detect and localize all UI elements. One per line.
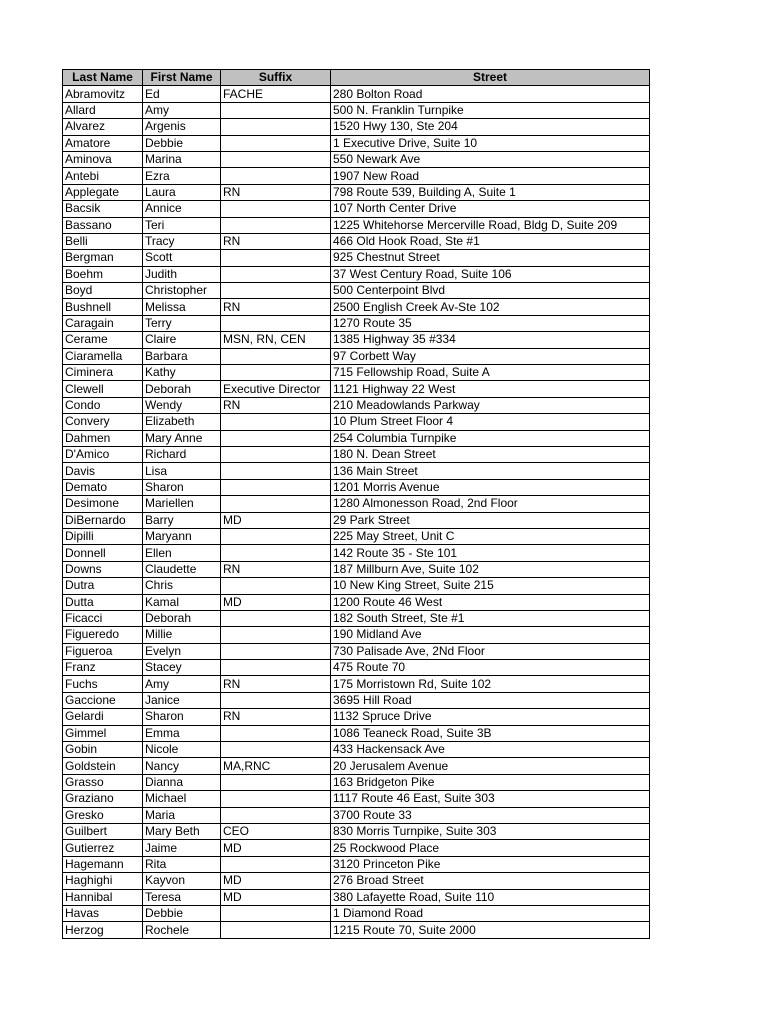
last-name-cell: Hagemann (63, 856, 143, 872)
table-row (63, 725, 650, 741)
street-cell: 715 Fellowship Road, Suite A (331, 365, 650, 381)
first-name-cell: Mary Anne (143, 430, 221, 446)
table-row (63, 676, 650, 692)
last-name-cell: Gutierrez (63, 840, 143, 856)
last-name-cell: Bushnell (63, 299, 143, 315)
table-row (63, 332, 650, 348)
suffix-cell (221, 791, 331, 807)
table-row (63, 463, 650, 479)
street-cell: 1 Diamond Road (331, 905, 650, 921)
suffix-cell: MSN, RN, CEN (221, 332, 331, 348)
first-name-cell: Millie (143, 627, 221, 643)
first-name-cell: Chris (143, 578, 221, 594)
suffix-cell (221, 119, 331, 135)
table-row (63, 151, 650, 167)
street-cell: 190 Midland Ave (331, 627, 650, 643)
first-name-cell: Laura (143, 184, 221, 200)
first-name-cell: Kathy (143, 365, 221, 381)
table-row (63, 299, 650, 315)
first-name-cell: Janice (143, 692, 221, 708)
last-name-cell: Figueroa (63, 643, 143, 659)
first-name-cell: Tracy (143, 233, 221, 249)
last-name-cell: Amatore (63, 135, 143, 151)
table-row (63, 348, 650, 364)
suffix-cell (221, 201, 331, 217)
last-name-cell: Ciaramella (63, 348, 143, 364)
first-name-cell: Ed (143, 86, 221, 102)
last-name-cell: Grasso (63, 774, 143, 790)
last-name-cell: Applegate (63, 184, 143, 200)
suffix-cell (221, 725, 331, 741)
first-name-cell: Christopher (143, 283, 221, 299)
header-row (63, 70, 650, 86)
street-cell: 187 Millburn Ave, Suite 102 (331, 561, 650, 577)
last-name-cell: Davis (63, 463, 143, 479)
street-cell: 1520 Hwy 130, Ste 204 (331, 119, 650, 135)
suffix-cell (221, 807, 331, 823)
suffix-cell (221, 905, 331, 921)
street-cell: 1280 Almonesson Road, 2nd Floor (331, 496, 650, 512)
suffix-cell (221, 414, 331, 430)
street-cell: 182 South Street, Ste #1 (331, 610, 650, 626)
street-cell: 1117 Route 46 East, Suite 303 (331, 791, 650, 807)
table-row (63, 823, 650, 839)
table-row (63, 594, 650, 610)
first-name-cell: Rita (143, 856, 221, 872)
suffix-cell (221, 545, 331, 561)
table-row (63, 660, 650, 676)
first-name-cell: Ellen (143, 545, 221, 561)
street-cell: 433 Hackensack Ave (331, 742, 650, 758)
last-name-cell: Caragain (63, 315, 143, 331)
first-name-cell: Nicole (143, 742, 221, 758)
street-cell: 500 Centerpoint Blvd (331, 283, 650, 299)
first-name-cell: Argenis (143, 119, 221, 135)
street-cell: 20 Jerusalem Avenue (331, 758, 650, 774)
suffix-cell (221, 742, 331, 758)
street-cell: 925 Chestnut Street (331, 250, 650, 266)
street-cell: 1200 Route 46 West (331, 594, 650, 610)
suffix-cell: RN (221, 184, 331, 200)
suffix-cell: RN (221, 233, 331, 249)
last-name-cell: Belli (63, 233, 143, 249)
last-name-cell: Bassano (63, 217, 143, 233)
last-name-cell: Boehm (63, 266, 143, 282)
table-row (63, 610, 650, 626)
last-name-cell: Dutta (63, 594, 143, 610)
first-name-cell: Kayvon (143, 873, 221, 889)
suffix-cell (221, 856, 331, 872)
suffix-cell: RN (221, 299, 331, 315)
first-name-cell: Maryann (143, 528, 221, 544)
first-name-cell: Stacey (143, 660, 221, 676)
table-row (63, 742, 650, 758)
street-cell: 2500 English Creek Av-Ste 102 (331, 299, 650, 315)
last-name-cell: Bacsik (63, 201, 143, 217)
first-name-cell: Rochele (143, 922, 221, 938)
street-cell: 280 Bolton Road (331, 86, 650, 102)
suffix-cell: MD (221, 873, 331, 889)
header-street: Street (331, 70, 650, 86)
last-name-cell: Ciminera (63, 365, 143, 381)
last-name-cell: Allard (63, 102, 143, 118)
table-row (63, 414, 650, 430)
last-name-cell: Alvarez (63, 119, 143, 135)
street-cell: 25 Rockwood Place (331, 840, 650, 856)
last-name-cell: Graziano (63, 791, 143, 807)
first-name-cell: Kamal (143, 594, 221, 610)
last-name-cell: Figueredo (63, 627, 143, 643)
table-row (63, 430, 650, 446)
table-row (63, 758, 650, 774)
first-name-cell: Ezra (143, 168, 221, 184)
table-row (63, 184, 650, 200)
table-row (63, 922, 650, 938)
table-row (63, 233, 650, 249)
first-name-cell: Michael (143, 791, 221, 807)
suffix-cell: Executive Director (221, 381, 331, 397)
table-row (63, 135, 650, 151)
table-row (63, 561, 650, 577)
first-name-cell: Richard (143, 446, 221, 462)
suffix-cell (221, 266, 331, 282)
contact-table (62, 69, 650, 939)
table-row (63, 512, 650, 528)
first-name-cell: Evelyn (143, 643, 221, 659)
first-name-cell: Amy (143, 676, 221, 692)
street-cell: 1270 Route 35 (331, 315, 650, 331)
last-name-cell: Gresko (63, 807, 143, 823)
table-row (63, 315, 650, 331)
last-name-cell: Guilbert (63, 823, 143, 839)
suffix-cell (221, 463, 331, 479)
suffix-cell (221, 430, 331, 446)
street-cell: 97 Corbett Way (331, 348, 650, 364)
street-cell: 180 N. Dean Street (331, 446, 650, 462)
suffix-cell (221, 660, 331, 676)
suffix-cell: MD (221, 840, 331, 856)
table-row (63, 856, 650, 872)
suffix-cell: RN (221, 709, 331, 725)
first-name-cell: Deborah (143, 610, 221, 626)
last-name-cell: Convery (63, 414, 143, 430)
suffix-cell (221, 135, 331, 151)
suffix-cell (221, 446, 331, 462)
street-cell: 37 West Century Road, Suite 106 (331, 266, 650, 282)
suffix-cell (221, 315, 331, 331)
last-name-cell: Demato (63, 479, 143, 495)
suffix-cell: RN (221, 561, 331, 577)
street-cell: 210 Meadowlands Parkway (331, 397, 650, 413)
last-name-cell: Dutra (63, 578, 143, 594)
table-row (63, 774, 650, 790)
first-name-cell: Mary Beth (143, 823, 221, 839)
street-cell: 475 Route 70 (331, 660, 650, 676)
table-row (63, 217, 650, 233)
suffix-cell (221, 151, 331, 167)
street-cell: 550 Newark Ave (331, 151, 650, 167)
street-cell: 1201 Morris Avenue (331, 479, 650, 495)
suffix-cell (221, 692, 331, 708)
table-row (63, 791, 650, 807)
street-cell: 1121 Highway 22 West (331, 381, 650, 397)
last-name-cell: DiBernardo (63, 512, 143, 528)
header-last-name: Last Name (63, 70, 143, 86)
last-name-cell: Cerame (63, 332, 143, 348)
street-cell: 1385 Highway 35 #334 (331, 332, 650, 348)
suffix-cell: MD (221, 512, 331, 528)
suffix-cell: FACHE (221, 86, 331, 102)
first-name-cell: Elizabeth (143, 414, 221, 430)
suffix-cell (221, 479, 331, 495)
header-suffix: Suffix (221, 70, 331, 86)
first-name-cell: Teresa (143, 889, 221, 905)
street-cell: 1 Executive Drive, Suite 10 (331, 135, 650, 151)
first-name-cell: Barbara (143, 348, 221, 364)
street-cell: 225 May Street, Unit C (331, 528, 650, 544)
last-name-cell: Fuchs (63, 676, 143, 692)
street-cell: 798 Route 539, Building A, Suite 1 (331, 184, 650, 200)
table-row (63, 86, 650, 102)
first-name-cell: Claudette (143, 561, 221, 577)
first-name-cell: Marina (143, 151, 221, 167)
suffix-cell (221, 283, 331, 299)
table-row (63, 102, 650, 118)
suffix-cell (221, 610, 331, 626)
first-name-cell: Debbie (143, 905, 221, 921)
table-row (63, 479, 650, 495)
table-row (63, 578, 650, 594)
table-row (63, 528, 650, 544)
last-name-cell: Aminova (63, 151, 143, 167)
table-row (63, 381, 650, 397)
street-cell: 175 Morristown Rd, Suite 102 (331, 676, 650, 692)
table-row (63, 545, 650, 561)
street-cell: 254 Columbia Turnpike (331, 430, 650, 446)
suffix-cell: MA,RNC (221, 758, 331, 774)
table-row (63, 873, 650, 889)
last-name-cell: Hannibal (63, 889, 143, 905)
last-name-cell: Boyd (63, 283, 143, 299)
suffix-cell: MD (221, 594, 331, 610)
first-name-cell: Terry (143, 315, 221, 331)
street-cell: 107 North Center Drive (331, 201, 650, 217)
street-cell: 29 Park Street (331, 512, 650, 528)
street-cell: 466 Old Hook Road, Ste #1 (331, 233, 650, 249)
street-cell: 1907 New Road (331, 168, 650, 184)
table-row (63, 709, 650, 725)
table-row (63, 365, 650, 381)
first-name-cell: Debbie (143, 135, 221, 151)
table-row (63, 905, 650, 921)
first-name-cell: Scott (143, 250, 221, 266)
first-name-cell: Jaime (143, 840, 221, 856)
last-name-cell: Ficacci (63, 610, 143, 626)
last-name-cell: Herzog (63, 922, 143, 938)
street-cell: 1225 Whitehorse Mercerville Road, Bldg D, Suite 209 (331, 217, 650, 233)
last-name-cell: Gelardi (63, 709, 143, 725)
suffix-cell: CEO (221, 823, 331, 839)
last-name-cell: Condo (63, 397, 143, 413)
suffix-cell (221, 643, 331, 659)
last-name-cell: Dipilli (63, 528, 143, 544)
last-name-cell: Desimone (63, 496, 143, 512)
suffix-cell (221, 496, 331, 512)
last-name-cell: Havas (63, 905, 143, 921)
street-cell: 142 Route 35 - Ste 101 (331, 545, 650, 561)
table-row (63, 807, 650, 823)
suffix-cell (221, 102, 331, 118)
suffix-cell (221, 250, 331, 266)
first-name-cell: Barry (143, 512, 221, 528)
street-cell: 3695 Hill Road (331, 692, 650, 708)
first-name-cell: Annice (143, 201, 221, 217)
table-row (63, 168, 650, 184)
suffix-cell (221, 348, 331, 364)
last-name-cell: Clewell (63, 381, 143, 397)
street-cell: 1215 Route 70, Suite 2000 (331, 922, 650, 938)
last-name-cell: D'Amico (63, 446, 143, 462)
suffix-cell (221, 528, 331, 544)
table-row (63, 201, 650, 217)
street-cell: 3120 Princeton Pike (331, 856, 650, 872)
first-name-cell: Mariellen (143, 496, 221, 512)
first-name-cell: Amy (143, 102, 221, 118)
suffix-cell: RN (221, 676, 331, 692)
last-name-cell: Downs (63, 561, 143, 577)
header-first-name: First Name (143, 70, 221, 86)
last-name-cell: Abramovitz (63, 86, 143, 102)
last-name-cell: Bergman (63, 250, 143, 266)
suffix-cell (221, 578, 331, 594)
suffix-cell: RN (221, 397, 331, 413)
suffix-cell (221, 922, 331, 938)
table-row (63, 889, 650, 905)
first-name-cell: Nancy (143, 758, 221, 774)
last-name-cell: Haghighi (63, 873, 143, 889)
last-name-cell: Gaccione (63, 692, 143, 708)
street-cell: 500 N. Franklin Turnpike (331, 102, 650, 118)
street-cell: 1086 Teaneck Road, Suite 3B (331, 725, 650, 741)
first-name-cell: Deborah (143, 381, 221, 397)
table-row (63, 692, 650, 708)
first-name-cell: Dianna (143, 774, 221, 790)
street-cell: 136 Main Street (331, 463, 650, 479)
last-name-cell: Antebi (63, 168, 143, 184)
first-name-cell: Emma (143, 725, 221, 741)
first-name-cell: Maria (143, 807, 221, 823)
suffix-cell: MD (221, 889, 331, 905)
suffix-cell (221, 774, 331, 790)
last-name-cell: Goldstein (63, 758, 143, 774)
last-name-cell: Gimmel (63, 725, 143, 741)
street-cell: 1132 Spruce Drive (331, 709, 650, 725)
suffix-cell (221, 168, 331, 184)
table-body (63, 86, 650, 938)
street-cell: 380 Lafayette Road, Suite 110 (331, 889, 650, 905)
suffix-cell (221, 627, 331, 643)
first-name-cell: Sharon (143, 709, 221, 725)
street-cell: 730 Palisade Ave, 2Nd Floor (331, 643, 650, 659)
last-name-cell: Dahmen (63, 430, 143, 446)
first-name-cell: Teri (143, 217, 221, 233)
table-row (63, 496, 650, 512)
first-name-cell: Melissa (143, 299, 221, 315)
table-row (63, 283, 650, 299)
first-name-cell: Judith (143, 266, 221, 282)
suffix-cell (221, 365, 331, 381)
street-cell: 830 Morris Turnpike, Suite 303 (331, 823, 650, 839)
table-row (63, 266, 650, 282)
last-name-cell: Donnell (63, 545, 143, 561)
last-name-cell: Gobin (63, 742, 143, 758)
table-row (63, 840, 650, 856)
last-name-cell: Franz (63, 660, 143, 676)
first-name-cell: Wendy (143, 397, 221, 413)
table-row (63, 643, 650, 659)
table-row (63, 627, 650, 643)
street-cell: 10 Plum Street Floor 4 (331, 414, 650, 430)
table-row (63, 446, 650, 462)
street-cell: 3700 Route 33 (331, 807, 650, 823)
table-row (63, 119, 650, 135)
first-name-cell: Lisa (143, 463, 221, 479)
first-name-cell: Sharon (143, 479, 221, 495)
street-cell: 10 New King Street, Suite 215 (331, 578, 650, 594)
suffix-cell (221, 217, 331, 233)
first-name-cell: Claire (143, 332, 221, 348)
street-cell: 276 Broad Street (331, 873, 650, 889)
table-row (63, 250, 650, 266)
table-row (63, 397, 650, 413)
street-cell: 163 Bridgeton Pike (331, 774, 650, 790)
